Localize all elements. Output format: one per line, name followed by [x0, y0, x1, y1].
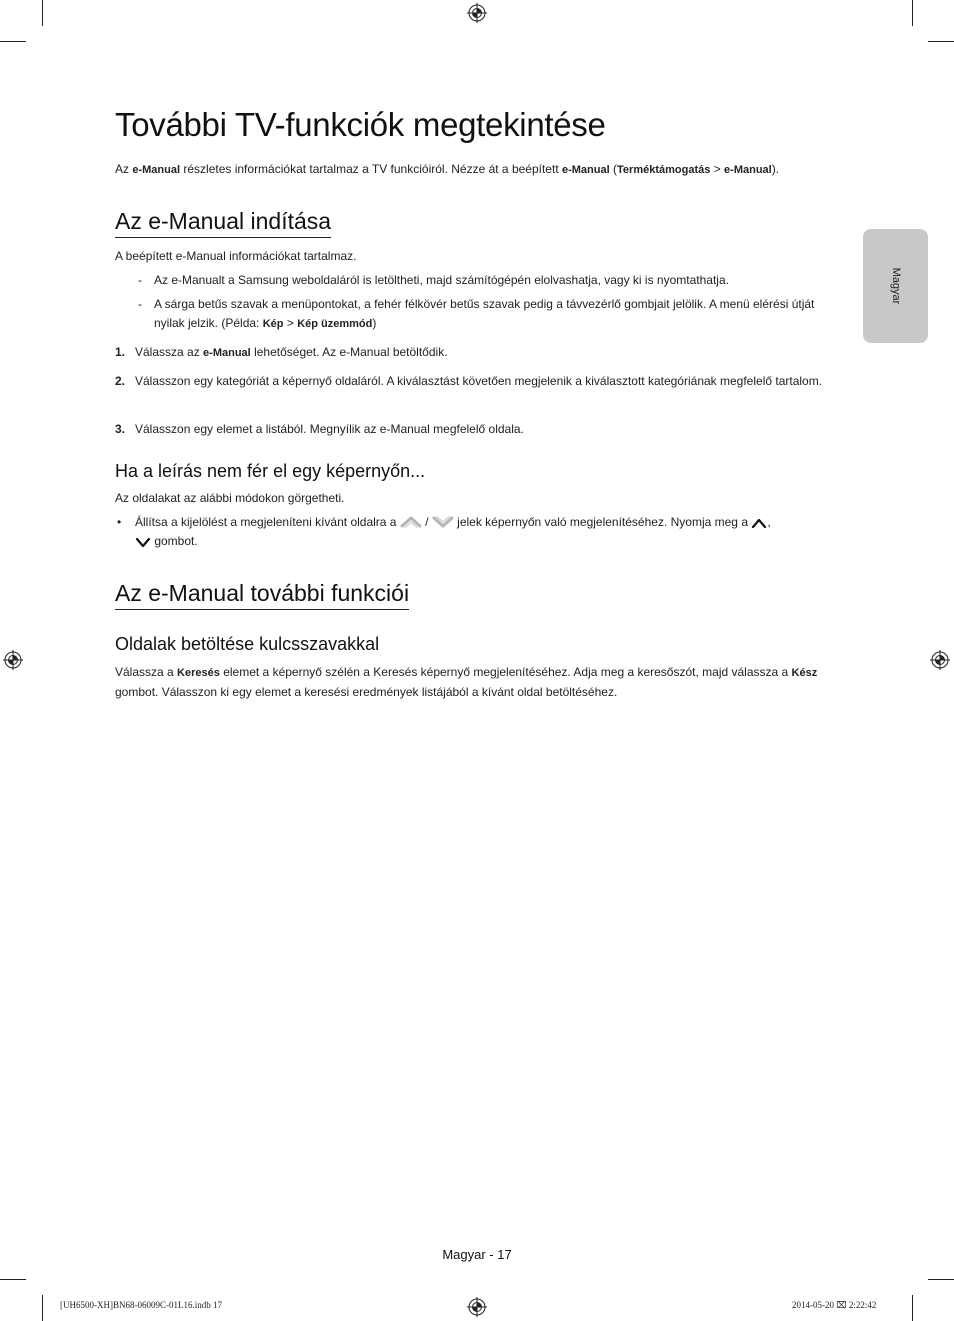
bullet-item: • Állítsa a kijelölést a megjeleníteni kívánt oldalra a / jelek képernyőn való megjelenítéséhez. Nyomja meg a , gombot. [117, 515, 771, 548]
step-number: 3. [115, 422, 126, 436]
dash-marker: - [138, 297, 142, 311]
step-item: 3. Válasszon egy elemet a listából. Megnyílik az e-Manual megfelelő oldala. [115, 420, 828, 439]
page-title: További TV-funkciók megtekintése [115, 106, 606, 143]
print-slug-right: 2014-05-20 ⌧ 2:22:42 [792, 1300, 877, 1310]
crop-mark [42, 0, 43, 26]
crop-mark [0, 1279, 26, 1280]
menu-term: Keresés [177, 667, 220, 679]
crop-mark [0, 41, 26, 42]
bullet-marker: • [117, 515, 122, 529]
language-side-tab [863, 229, 928, 343]
side-tab-label: Magyar [889, 267, 902, 305]
chevron-down-icon [135, 536, 151, 548]
print-slug-left: [UH6500-XH]BN68-06009C-01L16.indb 17 [60, 1300, 222, 1310]
registration-mark-icon [930, 650, 950, 670]
chevron-up-icon [751, 517, 767, 529]
registration-mark-icon [3, 650, 23, 670]
step-item: 1. Válassza az e-Manual lehetőséget. Az e-Manual betöltődik. [115, 343, 828, 363]
subsection-lead: Az oldalakat az alábbi módokon görgetheti. [115, 491, 345, 505]
section-heading: Az e-Manual indítása [115, 208, 331, 238]
menu-term: e-Manual [203, 347, 251, 359]
crop-mark [912, 0, 913, 26]
registration-mark-icon [467, 1297, 487, 1317]
section-heading: Az e-Manual további funkciói [115, 580, 409, 610]
step-number: 2. [115, 374, 126, 388]
page-number: Magyar - 17 [442, 1247, 512, 1262]
crop-mark [928, 41, 954, 42]
subsection-heading: Ha a leírás nem fér el egy képernyőn... [115, 461, 426, 481]
menu-term: e-Manual [724, 164, 772, 176]
scroll-up-arrow-icon [400, 515, 422, 529]
subsection-paragraph: Válassza a Keresés elemet a képernyő szélén a Keresés képernyő megjelenítéséhez. Adja meg a keresőszót, majd válassza a Kész gombot. Válasszon ki egy elemet a keresési eredmények listájából a kívánt oldal betöltéséhez. [115, 665, 818, 699]
registration-mark-icon [467, 3, 487, 23]
subsection-heading: Oldalak betöltése kulcsszavakkal [115, 634, 380, 654]
crop-mark [42, 1295, 43, 1321]
dash-marker: - [138, 273, 142, 287]
step-number: 1. [115, 345, 126, 359]
note-item: - Az e-Manualt a Samsung weboldaláról is letöltheti, majd számítógépén elolvashatja, vagy ki is nyomtathatja. [138, 271, 828, 290]
section-lead: A beépített e-Manual információkat tartalmaz. [115, 249, 357, 263]
menu-term: Kép [262, 318, 284, 330]
step-item: 2. Válasszon egy kategóriát a képernyő oldaláról. A kiválasztást követően megjelenik a kiválasztott kategóriának megfelelő tartalom. [115, 372, 828, 391]
menu-term: Terméktámogatás [617, 164, 711, 176]
menu-term: Kész [791, 667, 818, 679]
menu-term: e-Manual [132, 164, 181, 176]
menu-term: Kép üzemmód [297, 318, 373, 330]
crop-mark [928, 1279, 954, 1280]
menu-term: e-Manual [561, 164, 610, 176]
crop-mark [912, 1295, 913, 1321]
scroll-down-arrow-icon [432, 515, 454, 529]
note-item: - A sárga betűs szavak a menüpontokat, a fehér félkövér betűs szavak pedig a távvezérlő gombjait jelölik. A menü elérési útját nyilak jelzik. (Példa: Kép > Kép üzemmód) [138, 297, 815, 330]
intro-paragraph: Az e-Manual részletes információkat tartalmaz a TV funkcióiról. Nézze át a beépített e-Manual (Terméktámogatás > e-Manual). [115, 162, 780, 176]
